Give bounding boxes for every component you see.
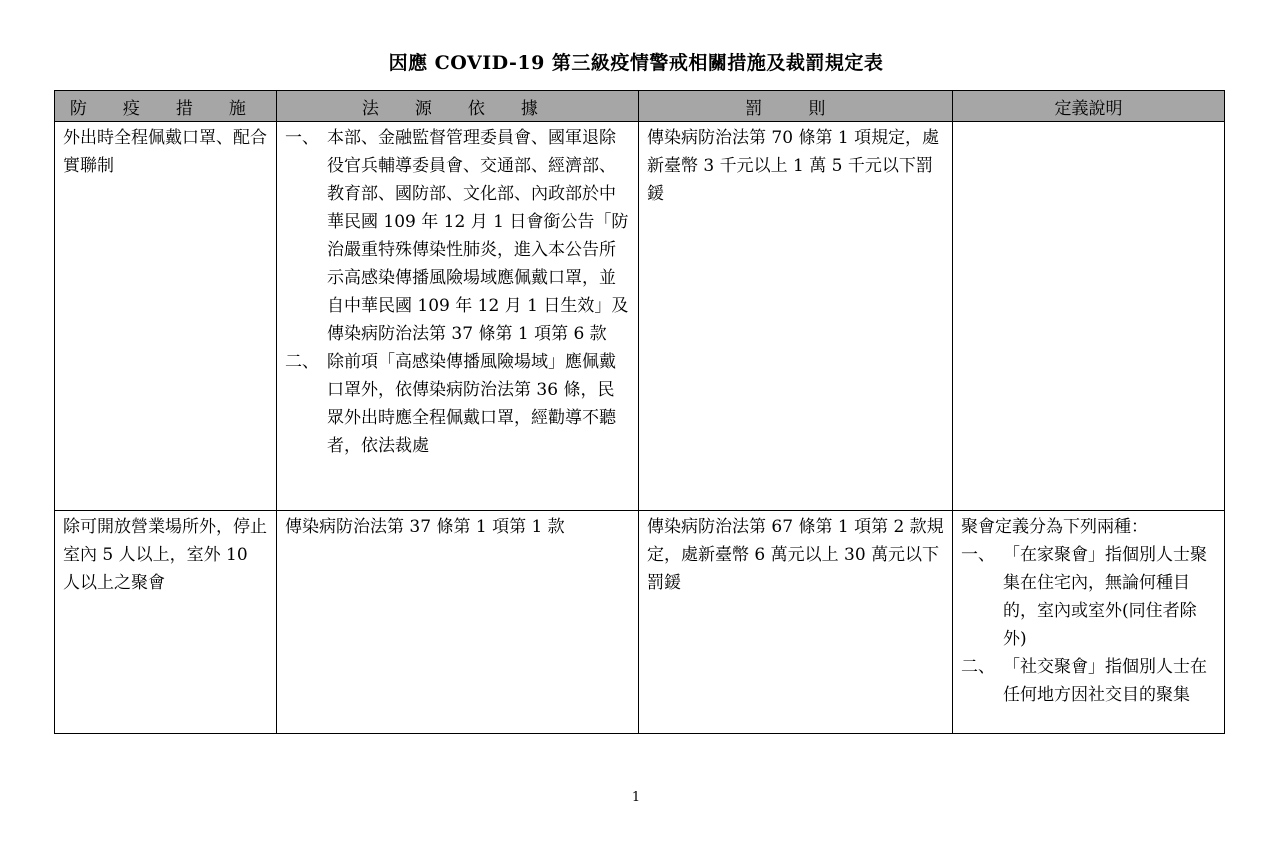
legal-basis-list [285, 124, 630, 460]
measure-text: 除可開放營業場所外，停止室內 5 人以上，室外 10 人以上之聚會 [63, 517, 267, 593]
list-marker: 二、 [285, 352, 319, 372]
measure-text: 外出時全程佩戴口罩、配合實聯制 [63, 128, 267, 176]
page-number: 1 [631, 790, 641, 805]
definition-list [961, 541, 1216, 709]
definition-cell [953, 122, 1225, 511]
table-row [55, 511, 1225, 734]
document-title: 因應 COVID-19 第三級疫情警戒相關措施及裁罰規定表 [388, 52, 884, 74]
header-row [55, 91, 1225, 122]
definition-cell [953, 511, 1225, 734]
penalty-text: 傳染病防治法第 67 條第 1 項第 2 款規定，處新臺幣 6 萬元以上 30 萬元以下罰鍰 [647, 517, 944, 593]
legal-basis-cell [277, 511, 639, 734]
penalty-text: 傳染病防治法第 70 條第 1 項規定，處新臺幣 3 千元以上 1 萬 5 千元以下罰鍰 [647, 128, 940, 204]
list-item-text: 除前項「高感染傳播風險場域」應佩戴口罩外，依傳染病防治法第 36 條，民眾外出時應全程佩戴口罩，經勸導不聽者，依法裁處 [327, 352, 616, 456]
measure-cell [55, 122, 277, 511]
list-item-text: 「社交聚會」指個別人士在任何地方因社交目的聚集 [1003, 657, 1207, 705]
list-marker: 一、 [961, 545, 995, 565]
header-measure: 防 疫 措 施 [55, 91, 277, 122]
list-item [961, 653, 1216, 709]
header-definition: 定義說明 [953, 91, 1225, 122]
list-item [961, 541, 1216, 653]
list-marker: 二、 [961, 657, 995, 677]
penalty-cell [639, 511, 953, 734]
legal-basis-text: 傳染病防治法第 37 條第 1 項第 1 款 [285, 517, 565, 537]
regulation-table [54, 90, 1225, 734]
list-item-text: 本部、金融監督管理委員會、國軍退除役官兵輔導委員會、交通部、經濟部、教育部、國防部、文化部、內政部於中華民國 109 年 12 月 1 日會銜公告「防治嚴重特殊傳染性肺炎，進入本公告所示高感染傳播風險場域應佩戴口罩，並自中華民國 109 年 12 月 1 日生效」及傳染病防治法第 37 條第 1 項第 6 款 [327, 128, 629, 344]
list-item [285, 348, 630, 460]
list-item [285, 124, 630, 348]
list-marker: 一、 [285, 128, 319, 148]
legal-basis-cell [277, 122, 639, 511]
definition-intro: 聚會定義分為下列兩種： [961, 517, 1148, 537]
table-row [55, 122, 1225, 511]
measure-cell [55, 511, 277, 734]
list-item-text: 「在家聚會」指個別人士聚集在住宅內，無論何種目的，室內或室外(同住者除外) [1003, 545, 1207, 649]
header-penalty: 罰 則 [639, 91, 953, 122]
header-legal-basis: 法 源 依 據 [277, 91, 639, 122]
penalty-cell [639, 122, 953, 511]
